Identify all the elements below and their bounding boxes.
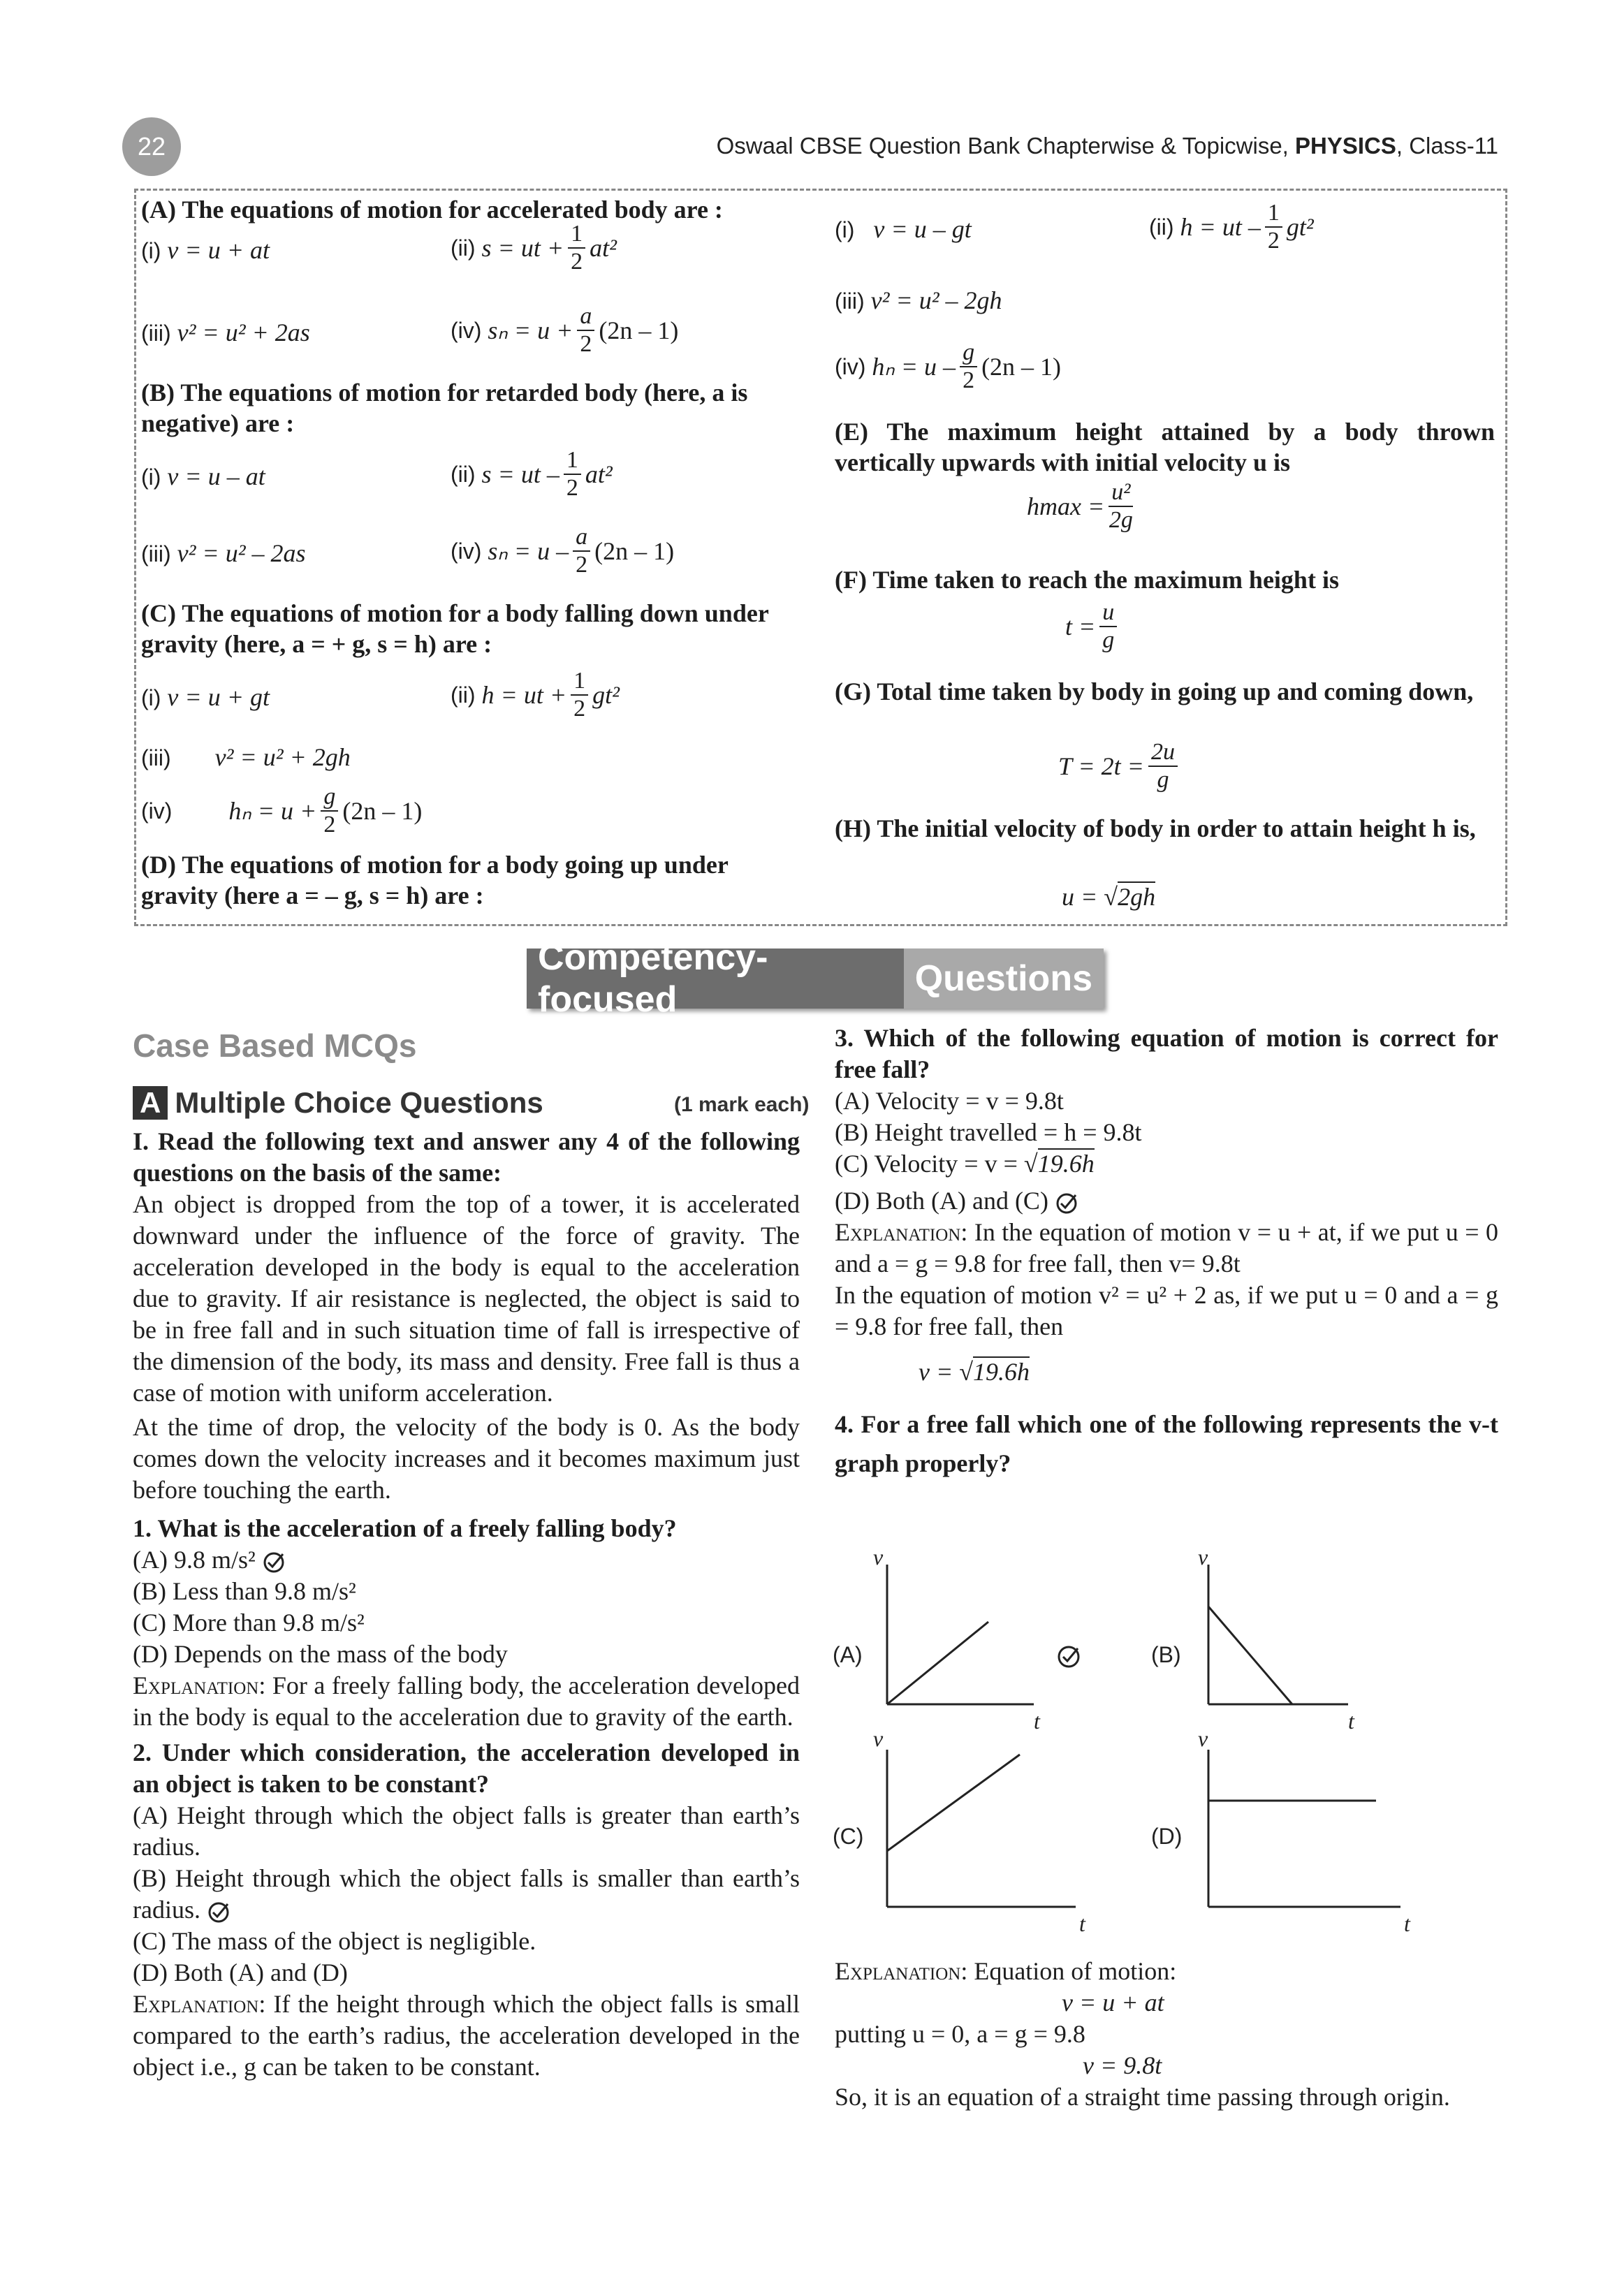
D-iii: (iii) v² = u² – 2gh [835, 286, 1002, 314]
q1-option-d: (D) Depends on the mass of the body [133, 1640, 508, 1668]
graph-c-t-label: t [1079, 1911, 1085, 1935]
q3-option-b: (B) Height travelled = h = 9.8t [835, 1118, 1142, 1146]
section-E-title: (E) The maximum height attained by a body thrown vertically upwards with initial velocity u is [835, 418, 1495, 476]
page-number: 22 [122, 117, 181, 176]
section-F-title: (F) Time taken to reach the maximum height is [835, 566, 1339, 594]
C-ii: (ii) h = ut + $\frac{1}{2}$ gt² [451, 668, 620, 722]
q4-explanation-2: v = u + at [1062, 1989, 1164, 2016]
q2-option-b: (B) Height through which the object falls is smaller than earth’s radius. [133, 1864, 800, 1924]
case-based-heading: Case Based MCQs [133, 1027, 417, 1064]
graph-b-t-label: t [1348, 1708, 1354, 1734]
check-icon [262, 1551, 286, 1574]
check-icon [1055, 1192, 1078, 1215]
question-1: 1. What is the acceleration of a freely falling body? [133, 1514, 677, 1542]
right-column [835, 1023, 1498, 1483]
graph-a-t-label: t [1034, 1708, 1040, 1734]
q3-explanation-1: Explanation: In the equation of motion v = u + at, if we put u = 0 and a = g = 9.8 for free fall, then v= 9.8t [835, 1218, 1499, 1278]
q3-option-d: (D) Both (A) and (C) [835, 1185, 1498, 1217]
B-i: (i) v = u – at [141, 462, 265, 490]
graph-d-v-label: v [1198, 1726, 1208, 1751]
H-equation: u = √2gh [1062, 883, 1156, 911]
q3-explanation-2: In the equation of motion v² = u² + 2 as, if we put u = 0 and a = g = 9.8 for free fall, then [835, 1281, 1498, 1340]
question-2: 2. Under which consideration, the acceleration developed in an object is taken to be constant? [133, 1738, 800, 1798]
q1-option-c: (C) More than 9.8 m/s² [133, 1609, 365, 1637]
section-H-title: (H) The initial velocity of body in order to attain height h is, [835, 814, 1476, 842]
B-iv: (iv) sₙ = u – $\frac{a}{2}$ (2n – 1) [451, 524, 675, 578]
section-G-title: (G) Total time taken by body in going up and coming down, [835, 678, 1474, 705]
q2-option-a: (A) Height through which the object falls is greater than earth’s radius. [133, 1801, 800, 1861]
A-i: (i) v = u + at [141, 236, 270, 264]
graph-c-v-label: v [873, 1726, 884, 1751]
q1-option-b: (B) Less than 9.8 m/s² [133, 1577, 356, 1605]
graph-d-label: (D) [1151, 1824, 1183, 1849]
q4-explanation-5: So, it is an equation of a straight time passing through origin. [835, 2083, 1450, 2111]
q3-explanation-3: v = √19.6h [919, 1358, 1030, 1386]
q2-option-d: (D) Both (A) and (D) [133, 1959, 348, 1986]
passage-paragraph-2: At the time of drop, the velocity of the body is 0. As the body comes down the velocity increases and it becomes maximum just before touching the earth. [133, 1413, 800, 1504]
graph-b-v-label: v [1198, 1544, 1208, 1569]
vt-graphs [831, 1544, 1502, 1935]
graph-c-label: (C) [833, 1824, 864, 1849]
q1-explanation: Explanation: For a freely falling body, the acceleration developed in the body is equal to the acceleration due to gravity of the earth. [133, 1671, 800, 1731]
q4-explanation-4: v = 9.8t [1083, 2051, 1162, 2079]
passage-intro: I. Read the following text and answer any 4 of the following questions on the basis of the same: [133, 1127, 800, 1187]
q4-explanation-3: putting u = 0, a = g = 9.8 [835, 2020, 1085, 2048]
C-iv: (iv) hₙ = u + $\frac{g}{2}$ (2n – 1) [141, 784, 423, 837]
section-D-title: (D) The equations of motion for a body going up under gravity (here a = – g, s = h) are : [141, 851, 729, 909]
C-iii: (iii) v² = u² + 2gh [141, 743, 351, 771]
q4-explanation [835, 1956, 1498, 2113]
section-A-title: (A) The equations of motion for accelerated body are : [141, 196, 723, 224]
D-ii: (ii) h = ut – $\frac{1}{2}$ gt² [1149, 200, 1314, 254]
section-C-title: (C) The equations of motion for a body falling down under gravity (here, a = + g, s = h) are : [141, 599, 769, 658]
G-equation: T = 2t = $\frac{2u}{g}$ [1058, 739, 1182, 793]
q2-option-c: (C) The mass of the object is negligible. [133, 1927, 536, 1955]
graph-a-label: (A) [833, 1642, 863, 1667]
q2-explanation: Explanation: If the height through which the object falls is small compared to the earth’s radius, the acceleration developed in the object i.e., g can be taken to be constant. [133, 1990, 800, 2081]
graph-c-line [887, 1755, 1020, 1851]
D-iv: (iv) hₙ = u – $\frac{g}{2}$ (2n – 1) [835, 339, 1062, 393]
C-i: (i) v = u + gt [141, 683, 270, 711]
D-i: (i) v = u – gt [835, 215, 972, 243]
running-header: Oswaal CBSE Question Bank Chapterwise & Topicwise, PHYSICS, Class-11 [716, 133, 1498, 159]
B-ii: (ii) s = ut – $\frac{1}{2}$ at² [451, 447, 613, 501]
passage-paragraph-1: An object is dropped from the top of a tower, it is accelerated downward under the influence of the force of gravity. The acceleration developed in the body is equal to the acceleration due to gravity. If air resistance is neglected, the object is said to be in free fall and in such situation time of fall is irrespective of the dimension of the body, its mass and density. Free fall is thus a case of motion with uniform acceleration. [133, 1190, 800, 1407]
question-4: 4. For a free fall which one of the following represents the v-t graph properly? [835, 1410, 1498, 1477]
F-equation: t = $\frac{u}{g}$ [1065, 599, 1121, 654]
graph-d-t-label: t [1404, 1911, 1410, 1935]
check-icon [207, 1901, 231, 1924]
E-equation: hmax = $\frac{\text{u²}}{2g}$ [1027, 479, 1133, 533]
A-ii: (ii) s = ut + $\frac{1}{2}$ at² [451, 221, 617, 274]
question-3: 3. Which of the following equation of motion is correct for free fall? [835, 1024, 1498, 1083]
q3-option-a: (A) Velocity = v = 9.8t [835, 1087, 1064, 1115]
left-column [133, 1126, 800, 2083]
q3-option-c: (C) Velocity = v = √19.6h [835, 1150, 1095, 1178]
graph-b-line [1208, 1606, 1292, 1704]
q4-explanation-1: Explanation: Equation of motion: [835, 1957, 1177, 1985]
graph-b-label: (B) [1151, 1642, 1181, 1667]
graph-a-line [887, 1622, 988, 1704]
A-iii: (iii) v² = u² + 2as [141, 319, 310, 346]
B-iii: (iii) v² = u² – 2as [141, 539, 306, 567]
A-iv: (iv) sₙ = u + $\frac{a}{2}$ (2n – 1) [451, 303, 679, 357]
competency-banner: Competency-focused Questions [527, 949, 1104, 1009]
check-icon [1059, 1647, 1078, 1667]
graph-a-v-label: v [873, 1544, 884, 1569]
mcq-heading: A Multiple Choice Questions [133, 1086, 543, 1120]
q1-option-a: (A) 9.8 m/s² [133, 1544, 800, 1576]
section-B-title: (B) The equations of motion for retarded body (here, a is negative) are : [141, 379, 748, 437]
marks-label: (1 mark each) [674, 1093, 810, 1116]
